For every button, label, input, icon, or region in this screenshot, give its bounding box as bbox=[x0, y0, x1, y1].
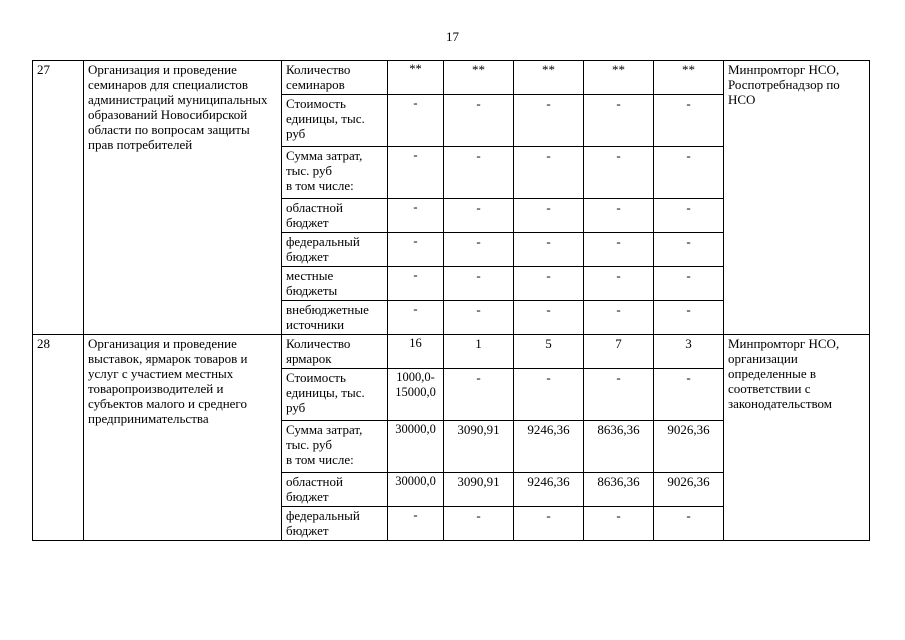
indicator-value: ** bbox=[654, 61, 724, 95]
indicator-value: - bbox=[584, 199, 654, 233]
indicator-name: Сумма затрат, тыс. руб в том числе: bbox=[282, 421, 388, 473]
indicator-value: - bbox=[388, 147, 444, 199]
indicator-value: ** bbox=[388, 61, 444, 95]
activity-description: Организация и проведение семинаров для специалистов администраций муниципальных образований Новосибирской области по вопросам защиты прав потребителей bbox=[84, 61, 282, 335]
activity-number: 28 bbox=[33, 335, 84, 541]
indicator-value: - bbox=[388, 95, 444, 147]
indicator-value: - bbox=[388, 233, 444, 267]
indicator-value: - bbox=[584, 267, 654, 301]
indicator-value: - bbox=[444, 267, 514, 301]
indicator-value: 5 bbox=[514, 335, 584, 369]
indicator-value: - bbox=[514, 267, 584, 301]
activity-executor: Минпромторг НСО, Роспотребнадзор по НСО bbox=[724, 61, 870, 335]
indicator-value: - bbox=[444, 507, 514, 541]
indicator-value: - bbox=[654, 507, 724, 541]
indicator-value: - bbox=[584, 233, 654, 267]
activity-description: Организация и проведение выставок, ярмарок товаров и услуг с участием местных товаропроизводителей и субъектов малого и среднего предпринимательства bbox=[84, 335, 282, 541]
indicator-row bbox=[33, 61, 870, 95]
indicator-value: 30000,0 bbox=[388, 421, 444, 473]
indicator-value: - bbox=[444, 199, 514, 233]
indicator-value: 3 bbox=[654, 335, 724, 369]
indicator-name: областной бюджет bbox=[282, 473, 388, 507]
indicator-value: - bbox=[654, 267, 724, 301]
indicator-value: - bbox=[654, 301, 724, 335]
indicator-value: ** bbox=[514, 61, 584, 95]
indicator-value: - bbox=[654, 369, 724, 421]
indicator-name: местные бюджеты bbox=[282, 267, 388, 301]
indicator-name: областной бюджет bbox=[282, 199, 388, 233]
indicator-value: - bbox=[654, 199, 724, 233]
page-number: 17 bbox=[446, 29, 459, 44]
indicator-value: 30000,0 bbox=[388, 473, 444, 507]
indicator-name: Количество семинаров bbox=[282, 61, 388, 95]
indicator-value: - bbox=[584, 369, 654, 421]
indicator-name: Стоимость единицы, тыс. руб bbox=[282, 95, 388, 147]
indicator-value: ** bbox=[584, 61, 654, 95]
indicator-value: 9026,36 bbox=[654, 421, 724, 473]
program-activities-table bbox=[32, 60, 870, 541]
indicator-value: - bbox=[514, 507, 584, 541]
indicator-name: Сумма затрат, тыс. руб в том числе: bbox=[282, 147, 388, 199]
indicator-value: - bbox=[444, 95, 514, 147]
indicator-value: 1 bbox=[444, 335, 514, 369]
indicator-value: 9246,36 bbox=[514, 421, 584, 473]
indicator-value: - bbox=[514, 95, 584, 147]
indicator-value: - bbox=[444, 369, 514, 421]
indicator-value: - bbox=[584, 95, 654, 147]
indicator-name: внебюджетные источники bbox=[282, 301, 388, 335]
indicator-value: - bbox=[444, 147, 514, 199]
indicator-value: - bbox=[514, 147, 584, 199]
indicator-value: - bbox=[514, 199, 584, 233]
indicator-value: - bbox=[388, 507, 444, 541]
indicator-value: 9026,36 bbox=[654, 473, 724, 507]
indicator-value: - bbox=[388, 267, 444, 301]
indicator-row bbox=[33, 335, 870, 369]
indicator-name: Количество ярмарок bbox=[282, 335, 388, 369]
indicator-value: 7 bbox=[584, 335, 654, 369]
indicator-value: 3090,91 bbox=[444, 421, 514, 473]
indicator-value: 3090,91 bbox=[444, 473, 514, 507]
indicator-value: - bbox=[514, 369, 584, 421]
indicator-name: федеральный бюджет bbox=[282, 507, 388, 541]
indicator-value: 16 bbox=[388, 335, 444, 369]
indicator-value: 9246,36 bbox=[514, 473, 584, 507]
indicator-value: - bbox=[514, 301, 584, 335]
indicator-value: - bbox=[514, 233, 584, 267]
activity-number: 27 bbox=[33, 61, 84, 335]
indicator-value: - bbox=[654, 95, 724, 147]
indicator-value: - bbox=[654, 233, 724, 267]
activity-executor: Минпромторг НСО, организации определенные в соответствии с законодательством bbox=[724, 335, 870, 541]
indicator-value: - bbox=[444, 301, 514, 335]
indicator-value: - bbox=[444, 233, 514, 267]
indicator-value: 1000,0-15000,0 bbox=[388, 369, 444, 421]
indicator-value: - bbox=[654, 147, 724, 199]
indicator-value: - bbox=[584, 147, 654, 199]
indicator-value: 8636,36 bbox=[584, 473, 654, 507]
indicator-value: - bbox=[388, 199, 444, 233]
indicator-value: 8636,36 bbox=[584, 421, 654, 473]
indicator-name: федеральный бюджет bbox=[282, 233, 388, 267]
indicator-value: - bbox=[584, 301, 654, 335]
indicator-value: ** bbox=[444, 61, 514, 95]
indicator-value: - bbox=[388, 301, 444, 335]
indicator-name: Стоимость единицы, тыс. руб bbox=[282, 369, 388, 421]
indicator-value: - bbox=[584, 507, 654, 541]
